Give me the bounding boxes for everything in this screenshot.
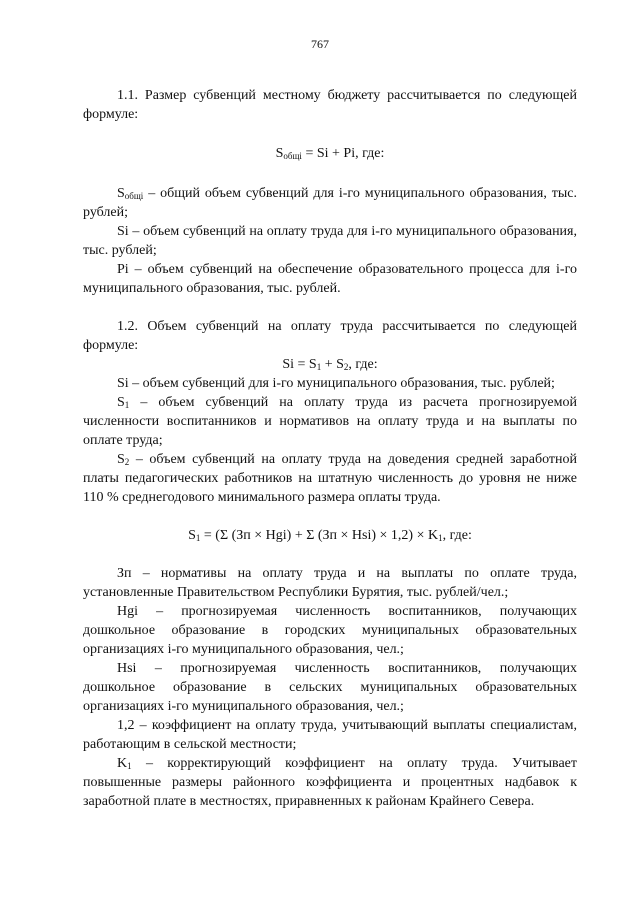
definition-si: Si – объем субвенций на оплату труда для i-го муниципального образования, тыс. рублей; [83, 224, 577, 258]
definition-k1: $K_1$ – корректирующий коэффициент на оплату труда. Учитывает повышенные размеры районного коэффициента и процентных надбавок к заработной плате в местностях, приравненных к районам Крайнего Севера. [83, 756, 577, 809]
definition-hsi: Hsi – прогнозируемая численность воспитанников, получающих дошкольное образование в сельских муниципальных образовательных организациях i-го муниципального образования, чел.; [83, 661, 577, 714]
definition-s2: $S_2$ – объем субвенций на оплату труда на доведения средней заработной платы педагогических работников на штатную численность до уровня не ниже 110 % среднегодового минимального размера оплаты труда. [83, 452, 577, 505]
definition-pi: Pi – объем субвенций на обеспечение образовательного процесса для i-го муниципального образования, тыс. рублей. [83, 262, 577, 296]
page-number: 767 [311, 37, 329, 51]
formula-s1: $S_1 = (\Sigma$ (Зп × Hgi) + Σ $(Зп \times Hsi) \times 1,2) \times K_1$, где: [188, 528, 472, 543]
definition-s-total: $S_{общi}$ – общий объем субвенций для i-го муниципального образования, тыс. рублей; [83, 186, 577, 220]
definition-s1: $S_1$ – объем субвенций на оплату труда из расчета прогнозируемой численности воспитанников и нормативов на оплату труда и на выплаты по оплате труда; [83, 395, 577, 448]
definition-coefficient-1-2: 1,2 – коэффициент на оплату труда, учитывающий выплаты специалистам, работающим в сельской местности; [83, 718, 577, 752]
definition-zp: Зп – нормативы на оплату труда и на выплаты по оплате труда, установленные Правительством Республики Бурятия, тыс. рублей/чел.; [83, 566, 577, 600]
document-body [83, 86, 577, 811]
formula-si: $Si = S_1 + S_2$, где: [282, 357, 378, 372]
formula-s-total: $S_{общi} = Si + Pi$, где: [275, 146, 385, 161]
paragraph-1-2: 1.2. Объем субвенций на оплату труда рассчитывается по следующей формуле: [83, 319, 577, 353]
definition-hgi: Hgi – прогнозируемая численность воспитанников, получающих дошкольное образование в городских муниципальных образовательных организациях i-го муниципального образования, чел.; [83, 604, 577, 657]
definition-si-2: Si – объем субвенций для i-го муниципального образования, тыс. рублей; [117, 376, 555, 391]
paragraph-1-1: 1.1. Размер субвенций местному бюджету рассчитывается по следующей формуле: [83, 88, 577, 122]
